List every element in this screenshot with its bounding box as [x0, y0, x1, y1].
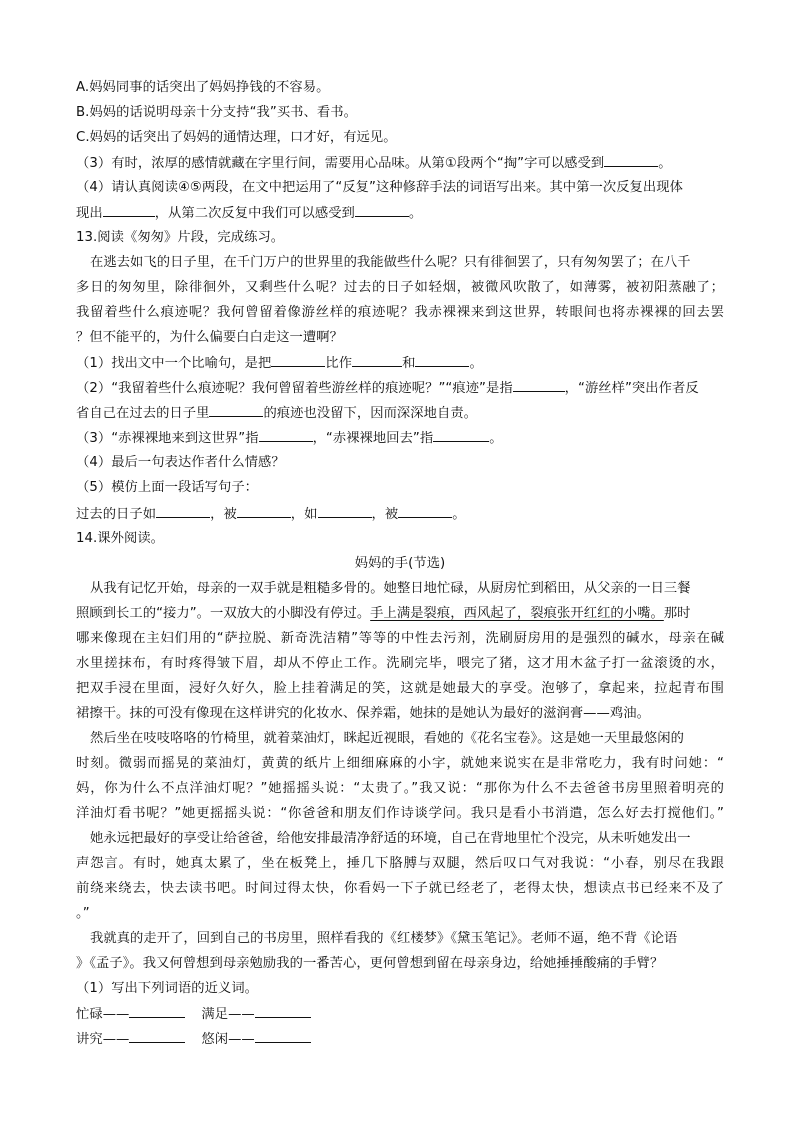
- word-label: 忙碌——: [76, 1007, 130, 1022]
- question-3: [76, 154, 724, 173]
- passage-line: 然后坐在吱吱咯咯的竹椅里，就着菜油灯，眯起近视眼，看她的《花名宝卷》。这是她一天里最悠闲的: [90, 731, 684, 746]
- answer-blank[interactable]: [156, 505, 210, 518]
- answer-blank[interactable]: [318, 505, 372, 518]
- answer-blank[interactable]: [255, 1005, 311, 1018]
- passage-text: 那时: [663, 606, 691, 621]
- option-c: C.妈妈的话突出了妈妈的通情达理，口才好，有远见。: [76, 130, 397, 145]
- question-text: ，从第二次反复中我们可以感受到: [154, 206, 355, 221]
- passage-line: 我留着些什么痕迹呢？我何曾留着像游丝样的痕迹呢？我赤裸裸来到这世界，转眼间也将赤裸裸的回去罢: [76, 305, 724, 320]
- question-text: 过去的日子如: [76, 507, 157, 522]
- question-text: （2）“我留着些什么痕迹呢？我何曾留着些游丝样的痕迹呢？”“痕迹”是指: [76, 381, 513, 396]
- question-13-4: （4）最后一句表达作者什么情感？: [76, 455, 285, 470]
- question-13-2: [76, 379, 724, 398]
- punctuation: 。: [408, 206, 423, 221]
- word-label: 讲究——: [76, 1032, 130, 1047]
- passage-line: 从我有记忆开始，母亲的一双手就是粗糙多骨的。她整日地忙碌，从厨房忙到稻田，从父亲的一日三餐: [90, 581, 691, 596]
- passage-text: 照顾到长工的“接力”。一双放大的小脚没有停过。: [76, 606, 371, 621]
- answer-blank[interactable]: [255, 1030, 311, 1043]
- option-b: B.妈妈的话说明母亲十分支持“我”买书、看书。: [76, 105, 357, 120]
- answer-blank[interactable]: [352, 354, 402, 367]
- passage-line: 洋油灯看书呢？”她更摇摇头说：“你爸爸和朋友们作诗谈学问。我只是看小书消遣，怎么好去打搅他们。”: [76, 806, 724, 821]
- question-text: 省自己在过去的日子里: [76, 406, 210, 421]
- answer-blank[interactable]: [355, 204, 409, 217]
- answer-blank[interactable]: [129, 1030, 185, 1043]
- passage-line: 哪来像现在主妇们用的“萨拉脱、新奇洗洁精”等等的中性去污剂，洗刷厨房用的是强烈的碱水，母亲在碱: [76, 631, 724, 646]
- question-text: ，“游丝样”突出作者反: [564, 381, 699, 396]
- word-label: 悠闲——: [201, 1032, 255, 1047]
- passage-line: 。”: [76, 906, 90, 921]
- punctuation: 。: [489, 431, 503, 446]
- question-13-2-cont: [76, 404, 724, 423]
- answer-blank[interactable]: [433, 429, 489, 442]
- question-text: （3）有时，浓厚的感情就藏在字里行间，需要用心品味。从第: [76, 156, 445, 171]
- passage-line: 我就真的走开了，回到自己的书房里，照样看我的《红楼梦》《黛玉笔记》。老师不逼，绝不背《论语: [90, 931, 678, 946]
- passage-line: 水里搓抹布，有时疼得皱下眉，却从不停止工作。洗刷完毕，喂完了猪，这才用木盆子打一盆滚烫的水，: [76, 656, 724, 671]
- question-text: 现出: [76, 206, 103, 221]
- passage-line: ？但不能平的，为什么偏要白白走这一遭啊？: [76, 330, 343, 345]
- answer-blank[interactable]: [129, 1005, 185, 1018]
- question-text: 两段，在文中把运用了“反复”这种修辞手法的词语写出来。其中第一次反复出现体: [201, 180, 683, 195]
- underlined-sentence: 手上满是裂痕，西风起了，裂痕张开红红的小嘴。: [370, 606, 664, 621]
- question-13-5: （5）模仿上面一段话写句子：: [76, 480, 259, 495]
- passage-line: 前绕来绕去，快去读书吧。时间过得太快，你看妈一下子就已经老了，老得太快，想读点书已经来不及了: [76, 881, 724, 896]
- synonym-row: [76, 1030, 724, 1049]
- option-a: A.妈妈同事的话突出了妈妈挣钱的不容易。: [76, 80, 330, 95]
- answer-blank[interactable]: [237, 505, 291, 518]
- passage-line: 声怨言。有时，她真太累了，坐在板凳上，捶几下胳膊与双腿，然后叹口气对我说：“小春，别尽在我跟: [76, 856, 724, 871]
- question-text: ，被: [371, 507, 399, 522]
- synonym-row: [76, 1005, 724, 1024]
- question-text: （1）找出文中一个比喻句，是把: [76, 356, 272, 371]
- punctuation: 。: [469, 356, 483, 371]
- answer-blank[interactable]: [103, 204, 155, 217]
- answer-blank[interactable]: [398, 505, 452, 518]
- circled-number: ④⑤: [177, 180, 202, 195]
- passage-line: 多日的匆匆里，除徘徊外，又剩些什么呢？过去的日子如轻烟，被微风吹散了，如薄雾，被初阳蒸融了；: [76, 280, 724, 295]
- question-4: [76, 179, 724, 197]
- passage-line: [76, 605, 724, 623]
- passage-line: 时刻。微弱而摇晃的菜油灯，黄黄的纸片上细细麻麻的小字，就她来说实在是非常吃力，我有时问她：“: [76, 756, 724, 771]
- question-text: ，被: [210, 507, 237, 522]
- passage-line: 》《孟子》。我又何曾想到母亲勉励我的一番苦心，更何曾想到留在母亲身边，给她捶捶酸痛的手臂？: [76, 956, 664, 971]
- imitation-sentence: [76, 505, 724, 524]
- passage-line: 在逃去如飞的日子里，在千门万户的世界里的我能做些什么呢？只有徘徊罢了，只有匆匆罢了；在八千: [90, 255, 691, 270]
- answer-blank[interactable]: [604, 154, 658, 167]
- answer-blank[interactable]: [513, 379, 565, 392]
- question-text: 段两个“掏”字可以感受到: [456, 156, 605, 171]
- question-text: （3）“赤裸裸地来到这世界”指: [76, 431, 259, 446]
- answer-blank[interactable]: [259, 429, 313, 442]
- question-text: ，如: [290, 507, 318, 522]
- question-text: 和: [402, 356, 416, 371]
- section-14-heading: 14.课外阅读。: [76, 531, 165, 546]
- question-13-3: [76, 429, 724, 448]
- question-text: ，“赤裸裸地回去”指: [312, 431, 434, 446]
- passage-title: 妈妈的手(节选): [354, 556, 446, 571]
- word-label: 满足——: [201, 1007, 255, 1022]
- passage-line: 妈，你为什么不点洋油灯呢？”她摇摇头说：“太贵了。”我又说：“那你为什么不去爸爸书房里照着明亮的: [76, 781, 724, 796]
- question-4-cont: [76, 204, 724, 223]
- circled-number: ①: [444, 156, 457, 171]
- answer-blank[interactable]: [271, 354, 325, 367]
- passage-line: 裙擦干。抹的可没有像现在这样讲究的化妆水、保养霜，她抹的是她认为最好的滋润膏——鸡油。: [76, 706, 650, 721]
- answer-blank[interactable]: [209, 404, 263, 417]
- answer-blank[interactable]: [415, 354, 469, 367]
- question-13-1: [76, 354, 724, 373]
- question-text: 比作: [325, 356, 353, 371]
- passage-line: 她永远把最好的享受让给爸爸，给他安排最清净舒适的环境，自己在背地里忙个没完，从未听她发出一: [90, 831, 691, 846]
- punctuation: 。: [452, 507, 466, 522]
- passage-line: 把双手浸在里面，浸好久好久，脸上挂着满足的笑，这就是她最大的享受。泡够了，拿起来，拉起青布围: [76, 681, 724, 696]
- punctuation: 。: [658, 156, 672, 171]
- section-13-heading: 13.阅读《匆匆》片段，完成练习。: [76, 230, 285, 245]
- question-14-1: （1）写出下列词语的近义词。: [76, 981, 259, 996]
- question-text: 的痕迹也没留下，因而深深地自责。: [263, 406, 478, 421]
- question-text: （4）请认真阅读: [76, 180, 178, 195]
